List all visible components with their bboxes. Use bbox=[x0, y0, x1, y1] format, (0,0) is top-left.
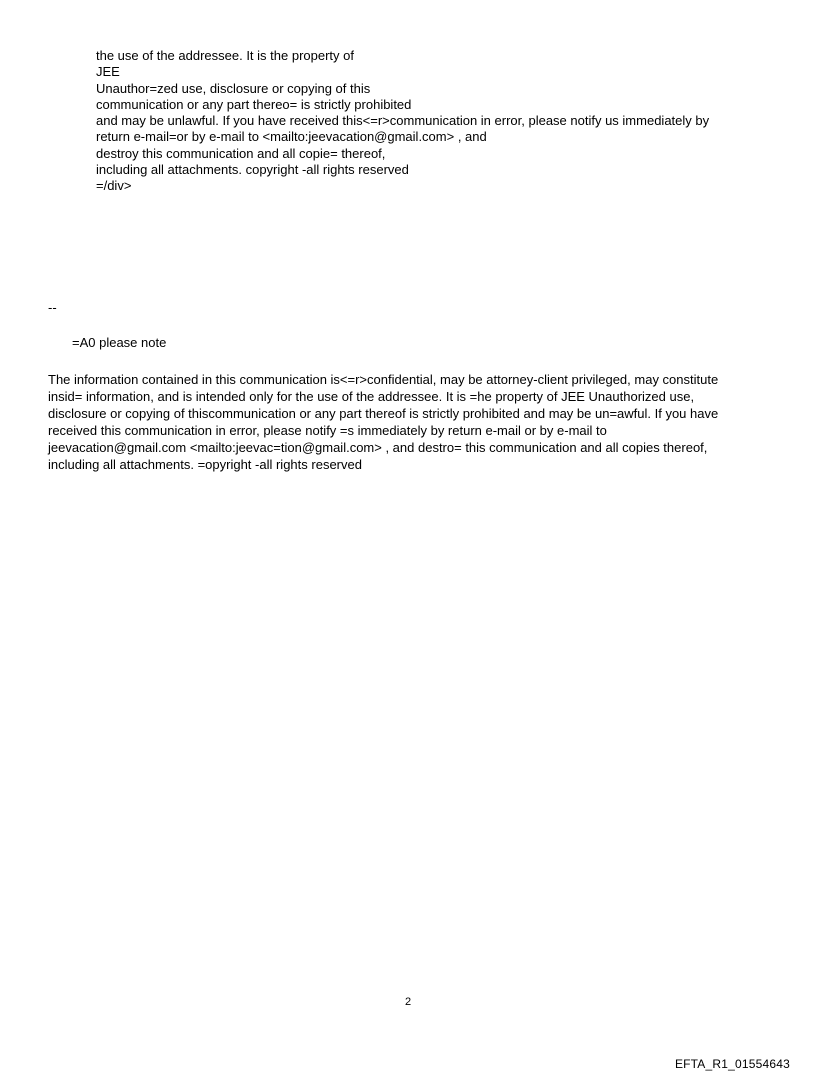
text-line: including all attachments. =opyright -all rights reserved bbox=[48, 457, 362, 472]
confidentiality-disclaimer bbox=[48, 371, 763, 473]
text-line: insid= information, and is intended only for the use of the addressee. It is =he property of JEE Unauthorized use, bbox=[48, 389, 695, 404]
text-line: and may be unlawful. If you have received this<=r>communication in error, please notify us immediately by bbox=[96, 113, 710, 129]
text-line: disclosure or copying of thiscommunication or any part thereof is strictly prohibited and may be un=awful. If you have bbox=[48, 406, 719, 421]
text-line: including all attachments. copyright -all rights reserved bbox=[96, 162, 409, 178]
text-line: the use of the addressee. It is the property of bbox=[96, 48, 354, 63]
signature-separator: -- bbox=[48, 300, 57, 315]
text-line: The information contained in this communication is<=r>confidential, may be attorney-client privileged, may constitute bbox=[48, 372, 719, 387]
text-line: return e-mail=or by e-mail to <mailto:jeevacation@gmail.com> , and bbox=[96, 129, 487, 145]
text-line: Unauthor=zed use, disclosure or copying of this bbox=[96, 80, 371, 96]
quoted-disclaimer-block bbox=[96, 48, 796, 195]
text-line: jeevacation@gmail.com <mailto:jeevac=tion@gmail.com> , and destro= this communication and all copies thereof, bbox=[48, 440, 708, 455]
text-line: destroy this communication and all copie= thereof, bbox=[96, 145, 386, 161]
text-line: =/div> bbox=[96, 178, 132, 194]
please-note-line: =A0 please note bbox=[72, 335, 167, 350]
text-line: JEE bbox=[96, 64, 120, 80]
text-line: communication or any part thereo= is strictly prohibited bbox=[96, 96, 412, 112]
bates-number: EFTA_R1_01554643 bbox=[674, 1057, 790, 1071]
page-number: 2 bbox=[404, 996, 412, 1008]
text-line: received this communication in error, please notify =s immediately by return e-mail or by e-mail to bbox=[48, 423, 607, 438]
